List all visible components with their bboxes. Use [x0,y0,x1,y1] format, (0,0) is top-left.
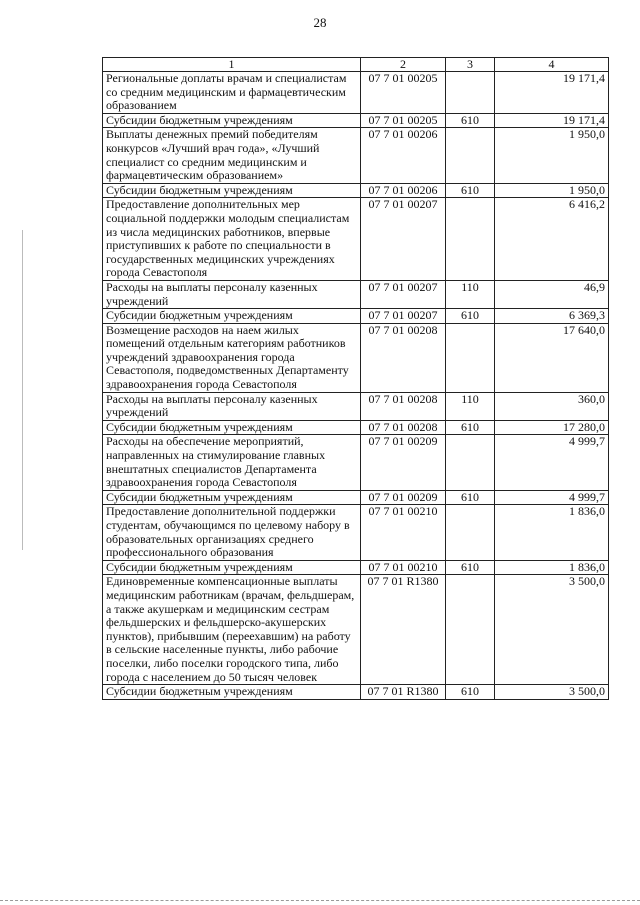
row-code-cell: 07 7 01 00205 [361,113,446,128]
row-code-cell: 07 7 01 00205 [361,72,446,114]
row-name-cell: Региональные доплаты врачам и специалистам со средним медицинским и фармацевтическим образованием [103,72,361,114]
row-code-cell: 07 7 01 00206 [361,183,446,198]
row-code-cell: 07 7 01 00208 [361,420,446,435]
column-header-name: 1 [103,58,361,72]
row-name-cell: Субсидии бюджетным учреждениям [103,685,361,700]
row-sum-cell: 19 171,4 [495,113,609,128]
row-vr-cell [446,323,495,392]
row-name-cell: Выплаты денежных премий победителям конкурсов «Лучший врач года», «Лучший специалист со средним медицинским и фармацевтическим образованием» [103,128,361,183]
table-row [103,420,609,435]
row-sum-cell: 17 280,0 [495,420,609,435]
row-vr-cell [446,128,495,183]
column-header-sum: 4 [495,58,609,72]
row-sum-cell: 6 416,2 [495,198,609,281]
row-vr-cell: 610 [446,420,495,435]
table-row [103,323,609,392]
row-vr-cell [446,72,495,114]
binding-margin-line [22,230,23,550]
row-name-cell: Расходы на обеспечение мероприятий, направленных на стимулирование главных внештатных специалистов Департамента здравоохранения города Севастополя [103,435,361,490]
row-vr-cell: 610 [446,309,495,324]
table-row [103,435,609,490]
row-vr-cell [446,575,495,685]
row-code-cell: 07 7 01 00209 [361,490,446,505]
row-name-cell: Предоставление дополнительных мер социальной поддержки молодым специалистам из числа медицинских работников, впервые приступивших к работе по специальности в государственных медицинских учреждениях города Севастополя [103,198,361,281]
row-name-cell: Расходы на выплаты персоналу казенных учреждений [103,280,361,308]
row-name-cell: Единовременные компенсационные выплаты медицинским работникам (врачам, фельдшерам, а также акушеркам и медицинским сестрам фельдшерских и фельдшерско-акушерских пунктов), прибывшим (переехавшим) на работу в сельские населенные пункты, либо рабочие поселки, либо поселки городского типа, либо города с населением до 50 тысяч человек [103,575,361,685]
row-sum-cell: 1 836,0 [495,505,609,560]
row-vr-cell [446,505,495,560]
row-code-cell: 07 7 01 00207 [361,198,446,281]
row-code-cell: 07 7 01 00208 [361,323,446,392]
row-vr-cell: 610 [446,560,495,575]
page-number: 28 [313,15,327,30]
row-name-cell: Предоставление дополнительной поддержки студентам, обучающимся по целевому набору в образовательных организациях среднего профессионального образования [103,505,361,560]
table-row [103,560,609,575]
table-row [103,309,609,324]
row-name-cell: Субсидии бюджетным учреждениям [103,420,361,435]
row-code-cell: 07 7 01 00210 [361,505,446,560]
row-vr-cell [446,435,495,490]
budget-table [102,57,609,700]
row-code-cell: 07 7 01 R1380 [361,685,446,700]
column-header-code: 2 [361,58,446,72]
row-sum-cell: 4 999,7 [495,435,609,490]
table-row [103,575,609,685]
row-code-cell: 07 7 01 00207 [361,309,446,324]
row-code-cell: 07 7 01 00210 [361,560,446,575]
row-code-cell: 07 7 01 R1380 [361,575,446,685]
row-name-cell: Субсидии бюджетным учреждениям [103,309,361,324]
table-header-row [103,58,609,72]
table-row [103,685,609,700]
row-vr-cell: 110 [446,280,495,308]
table-row [103,183,609,198]
row-vr-cell: 610 [446,183,495,198]
table-row [103,392,609,420]
row-sum-cell: 19 171,4 [495,72,609,114]
row-name-cell: Субсидии бюджетным учреждениям [103,113,361,128]
row-sum-cell: 360,0 [495,392,609,420]
table-row [103,198,609,281]
row-sum-cell: 4 999,7 [495,490,609,505]
row-vr-cell: 610 [446,113,495,128]
row-vr-cell: 610 [446,685,495,700]
row-sum-cell: 6 369,3 [495,309,609,324]
table-row [103,128,609,183]
row-sum-cell: 1 950,0 [495,128,609,183]
row-sum-cell: 3 500,0 [495,685,609,700]
row-sum-cell: 1 836,0 [495,560,609,575]
row-code-cell: 07 7 01 00208 [361,392,446,420]
row-name-cell: Расходы на выплаты персоналу казенных учреждений [103,392,361,420]
row-sum-cell: 17 640,0 [495,323,609,392]
table-row [103,280,609,308]
row-vr-cell [446,198,495,281]
table-row [103,505,609,560]
row-code-cell: 07 7 01 00209 [361,435,446,490]
row-sum-cell: 46,9 [495,280,609,308]
table-row [103,72,609,114]
row-name-cell: Возмещение расходов на наем жилых помещений отдельным категориям работников учреждений здравоохранения города Севастополя, подведомственных Департаменту здравоохранения города Севастополя [103,323,361,392]
row-sum-cell: 3 500,0 [495,575,609,685]
row-name-cell: Субсидии бюджетным учреждениям [103,183,361,198]
row-name-cell: Субсидии бюджетным учреждениям [103,490,361,505]
table-row [103,113,609,128]
page-bottom-edge [0,900,640,901]
row-sum-cell: 1 950,0 [495,183,609,198]
row-code-cell: 07 7 01 00207 [361,280,446,308]
table-row [103,490,609,505]
row-code-cell: 07 7 01 00206 [361,128,446,183]
row-vr-cell: 110 [446,392,495,420]
row-vr-cell: 610 [446,490,495,505]
row-name-cell: Субсидии бюджетным учреждениям [103,560,361,575]
column-header-vr: 3 [446,58,495,72]
